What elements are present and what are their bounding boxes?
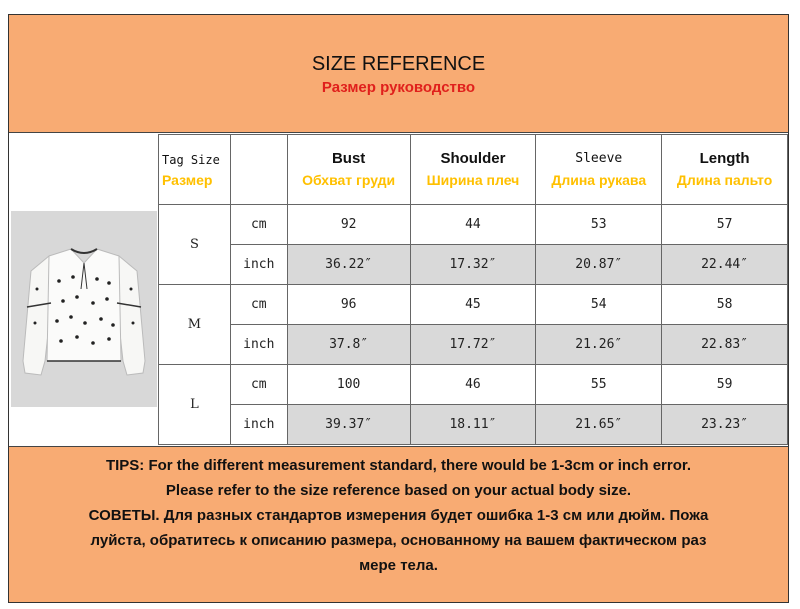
length-value: 22.44″ (662, 245, 788, 285)
bust-value: 92 (287, 205, 410, 245)
unit-label: cm (230, 205, 287, 245)
column-label-russian: Обхват груди (302, 171, 396, 188)
unit-label: inch (230, 405, 287, 445)
shoulder-value: 18.11″ (410, 405, 536, 445)
table-row (159, 365, 788, 405)
page-title: SIZE REFERENCE (311, 53, 486, 75)
bust-value: 96 (287, 285, 410, 325)
tag-size-label-russian: Размер (162, 171, 213, 188)
length-value: 22.83″ (662, 325, 788, 365)
bust-value: 100 (287, 365, 410, 405)
table-row (159, 245, 788, 285)
tag-size-label: Tag Size (162, 152, 220, 167)
table-row (159, 405, 788, 445)
column-header-shoulder (410, 135, 536, 205)
sleeve-value: 55 (536, 365, 662, 405)
shoulder-value: 44 (410, 205, 536, 245)
column-header-sleeve (536, 135, 662, 205)
table-row (159, 205, 788, 245)
column-label: Bust (331, 149, 366, 167)
tips-line: Please refer to the size reference based on your actual body size. (165, 482, 632, 499)
length-value: 59 (662, 365, 788, 405)
tips-line-russian: луйста, обратитесь к описанию размера, основанному на вашем фактическом раз (90, 532, 707, 549)
column-label-russian: Ширина плеч (426, 171, 520, 188)
unit-label: inch (230, 325, 287, 365)
size-chart (8, 14, 789, 603)
column-label: Length (699, 149, 750, 167)
length-value: 58 (662, 285, 788, 325)
blouse-illustration (11, 211, 157, 407)
shoulder-value: 17.72″ (410, 325, 536, 365)
bust-value: 37.8″ (287, 325, 410, 365)
length-value: 23.23″ (662, 405, 788, 445)
tips-panel (9, 446, 788, 602)
unit-label: inch (230, 245, 287, 285)
bust-value: 36.22″ (287, 245, 410, 285)
shoulder-value: 45 (410, 285, 536, 325)
page-title-russian: Размер руководство (321, 79, 476, 96)
column-label-russian: Длина рукава (551, 171, 647, 188)
size-label-s: S (159, 205, 231, 285)
length-value: 57 (662, 205, 788, 245)
tips-line-russian: мере тела. (359, 557, 438, 574)
table-row (159, 285, 788, 325)
tips-line: TIPS: For the different measurement standard, there would be 1-3cm or inch error. (105, 457, 692, 474)
unit-label: cm (230, 285, 287, 325)
size-label-l: L (159, 365, 231, 445)
table-row (159, 325, 788, 365)
sleeve-value: 53 (536, 205, 662, 245)
shoulder-value: 17.32″ (410, 245, 536, 285)
unit-label: cm (230, 365, 287, 405)
shoulder-value: 46 (410, 365, 536, 405)
size-table (158, 134, 788, 445)
column-header-length (662, 135, 788, 205)
header-banner (9, 15, 788, 133)
column-label: Sleeve (575, 150, 623, 166)
sleeve-value: 21.65″ (536, 405, 662, 445)
tag-size-header (159, 135, 231, 205)
size-label-m: M (159, 285, 231, 365)
column-label: Shoulder (440, 149, 506, 167)
tips-line-russian: СОВЕТЫ. Для разных стандартов измерения будет ошибка 1-3 см или дюйм. Пожа (88, 507, 709, 524)
bust-value: 39.37″ (287, 405, 410, 445)
sleeve-value: 21.26″ (536, 325, 662, 365)
sleeve-value: 20.87″ (536, 245, 662, 285)
unit-header (230, 135, 287, 205)
sleeve-value: 54 (536, 285, 662, 325)
product-photo (11, 211, 157, 407)
column-label-russian: Длина пальто (676, 171, 773, 188)
column-header-bust (287, 135, 410, 205)
